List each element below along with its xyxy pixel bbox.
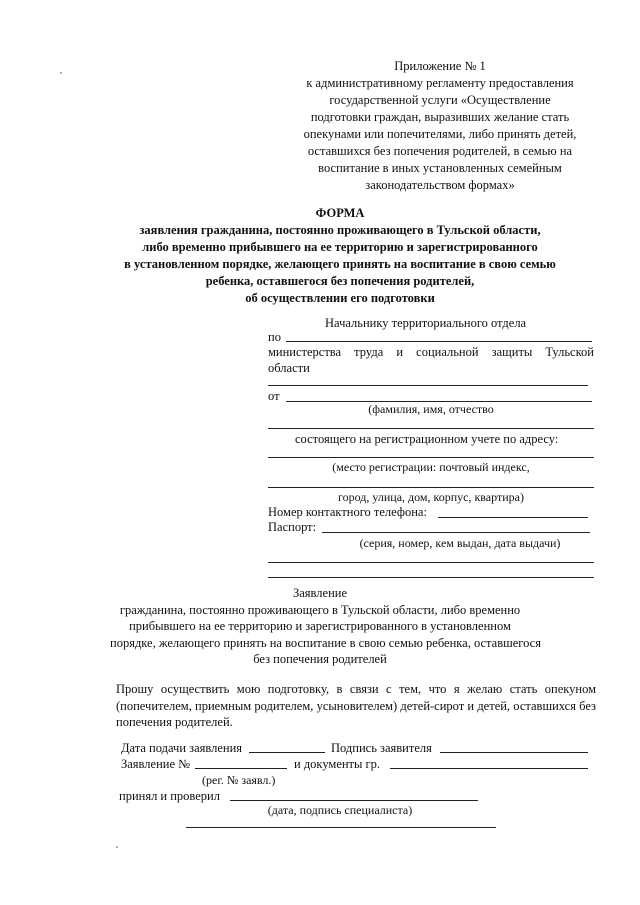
form-title-line: об осуществлении его подготовки — [245, 291, 435, 305]
ministry-line: области — [268, 361, 310, 375]
addressee-head: Начальнику территориального отдела — [325, 316, 527, 330]
passport-blank-line[interactable] — [268, 562, 594, 563]
checked-field[interactable] — [230, 800, 478, 801]
address-field[interactable] — [268, 457, 594, 458]
appendix-line: оставшихся без попечения родителей, в семью на — [307, 144, 573, 158]
ministry-line: министерства труда и социальной защиты Тульской — [268, 345, 594, 359]
scan-speck — [116, 846, 118, 848]
registration-text: состоящего на регистрационном учете по адресу: — [295, 432, 559, 446]
phone-field[interactable] — [438, 517, 588, 518]
form-heading: ФОРМА — [315, 206, 365, 220]
form-title-line: в установленном порядке, желающего принять на воспитание в свою семью — [124, 257, 556, 271]
form-title-block — [60, 205, 620, 307]
form-title-line: ребенка, оставшегося без попечения родителей, — [205, 274, 475, 288]
application-number-field[interactable] — [195, 768, 287, 769]
statement-line: прибывшего на ее территорию и зарегистрированного в установленном — [129, 619, 511, 633]
appendix-line: государственной услуги «Осуществление — [329, 93, 551, 107]
address-field-2[interactable] — [268, 487, 594, 488]
specialist-hint: (дата, подпись специалиста) — [267, 803, 413, 817]
scan-speck — [60, 72, 62, 74]
request-paragraph — [116, 681, 596, 731]
from-label: от — [268, 389, 280, 403]
statement-heading: Заявление — [292, 586, 347, 600]
po-field[interactable] — [286, 341, 592, 342]
signature-field[interactable] — [440, 752, 588, 753]
appendix-line: воспитание в иных установленных семейным — [318, 161, 562, 175]
documents-label: и документы гр. — [294, 757, 381, 771]
passport-label: Паспорт: — [268, 520, 317, 534]
statement-block — [110, 585, 541, 668]
specialist-blank-line[interactable] — [186, 827, 496, 828]
appendix-line: опекунами или попечителями, либо принять детей, — [303, 127, 577, 141]
ministry-blank-line[interactable] — [268, 385, 588, 386]
documents-field[interactable] — [390, 768, 588, 769]
passport-blank-line-2[interactable] — [268, 577, 594, 578]
address-hint: (место регистрации: почтовый индекс, — [332, 460, 530, 474]
date-field[interactable] — [249, 752, 325, 753]
appendix-line: к административному регламенту предоставления — [306, 76, 574, 90]
passport-field[interactable] — [322, 532, 590, 533]
appendix-line: подготовки граждан, выразивших желание стать — [310, 110, 570, 124]
statement-line: без попечения родителей — [253, 652, 387, 666]
request-text: Прошу осуществить мою подготовку, в связи с тем, что я желаю стать опекуном (попечителем, приемным родителем, усыновителем) детей-сирот и детей, оставшихся без попечения родителей. — [116, 682, 596, 729]
form-title-line: заявления гражданина, постоянно проживающего в Тульской области, — [139, 223, 541, 237]
phone-label: Номер контактного телефона: — [268, 505, 427, 519]
statement-line: порядке, желающего принять на воспитание в свою семью ребенка, оставшегося — [110, 635, 541, 650]
appendix-line: законодательством формах» — [365, 178, 515, 192]
passport-hint: (серия, номер, кем выдан, дата выдачи) — [359, 536, 561, 550]
checked-label: принял и проверил — [119, 789, 220, 803]
appendix-line: Приложение № 1 — [394, 59, 486, 73]
signature-label: Подпись заявителя — [331, 741, 432, 755]
registration-number-hint: (рег. № заявл.) — [202, 773, 276, 787]
date-label: Дата подачи заявления — [121, 741, 243, 755]
fio-hint: (фамилия, имя, отчество — [368, 402, 494, 416]
form-title-line: либо временно прибывшего на ее территорию и зарегистрированного — [142, 240, 538, 254]
po-label: по — [268, 330, 281, 344]
address-hint: город, улица, дом, корпус, квартира) — [338, 490, 524, 504]
statement-line: гражданина, постоянно проживающего в Тульской области, либо временно — [119, 602, 521, 617]
appendix-block — [280, 58, 600, 194]
application-number-label: Заявление № — [121, 757, 191, 771]
fio-blank-line[interactable] — [268, 428, 594, 429]
